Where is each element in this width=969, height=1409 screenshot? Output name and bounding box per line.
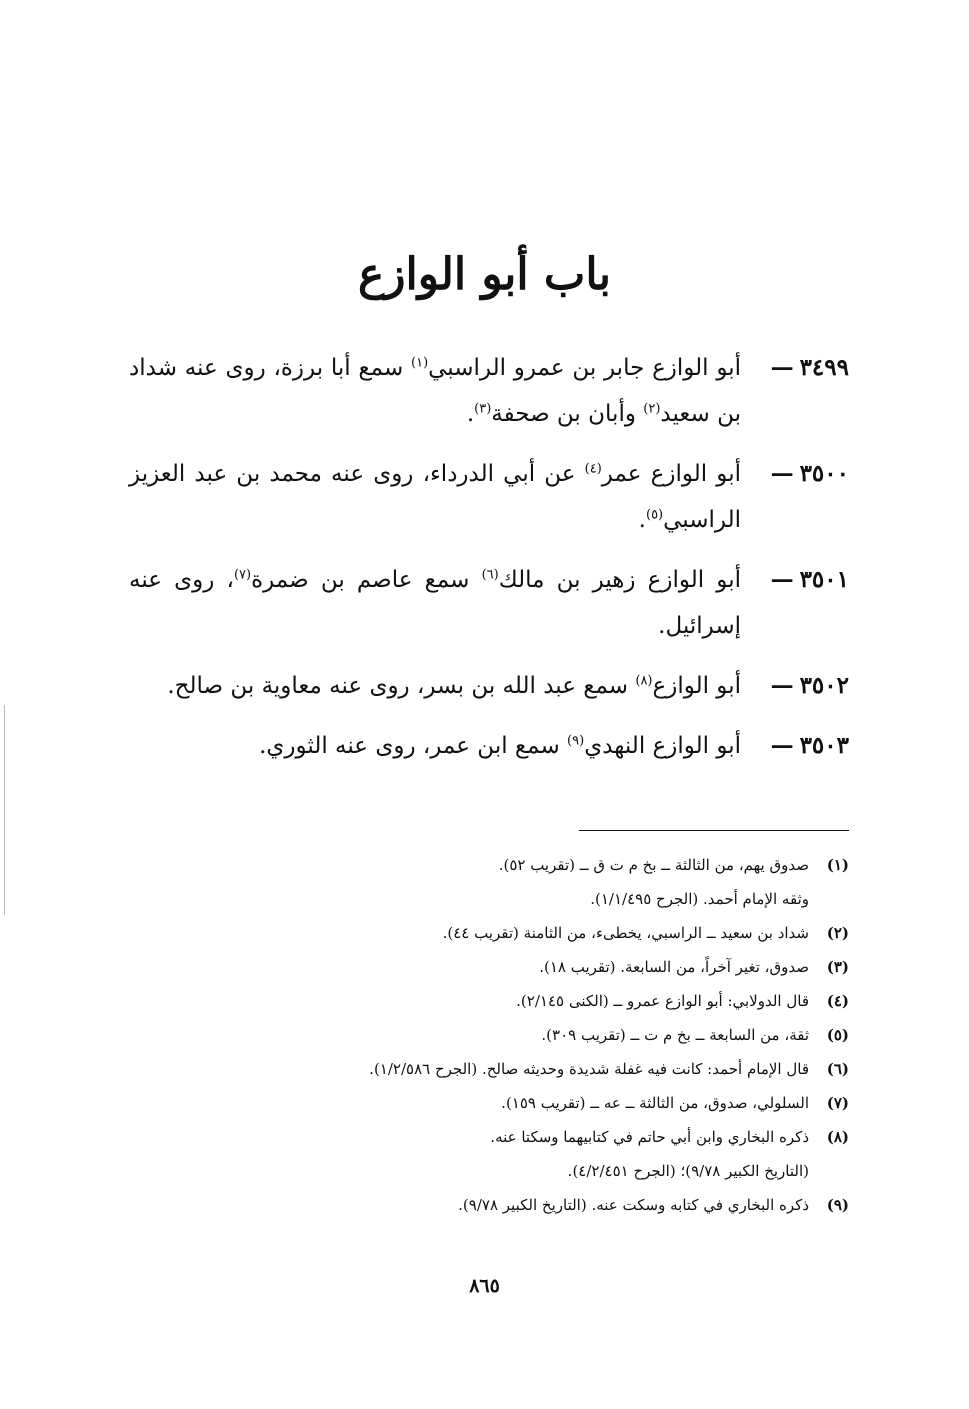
footnote-ref: (٨) [635, 673, 653, 689]
entry-text: أبو الوازع عمر$^{(٤)}$ عن أبي الدرداء، روى عنه محمد بن عبد العزيز الراسبي$^{(٥)}$. [129, 461, 741, 533]
footnotes-list [229, 848, 849, 1222]
footnote-ref: (١) [411, 355, 429, 371]
footnote-item [229, 1188, 849, 1222]
footnote-ref: (٦) [481, 567, 499, 583]
entry-text: أبو الوازع النهدي$^{(٩)}$ سمع ابن عمر، روى عنه الثوري. [259, 733, 741, 759]
footnote-item [229, 1086, 849, 1120]
entry-text: أبو الوازع زهير بن مالك$^{(٦)}$ سمع عاصم بن ضمرة$^{(٧)}$، روى عنه إسرائيل. [129, 567, 741, 639]
entry-number: ٣٥٠٢— [770, 672, 849, 699]
footnote-text: ذكره البخاري في كتابه وسكت عنه. (التاريخ الكبير ٩/٧٨). [458, 1196, 809, 1214]
footnote-number: (٦) [826, 1060, 849, 1078]
footnote-number: (٧) [826, 1094, 849, 1112]
entry-item [129, 557, 849, 649]
footnote-item [229, 1052, 849, 1086]
footnote-text: قال الإمام أحمد: كانت فيه غفلة شديدة وحديثه صالح. (الجرح ١/٢/٥٨٦). [369, 1060, 809, 1078]
footnote-text: ذكره البخاري وابن أبي حاتم في كتابيهما وسكتا عنه. (التاريخ الكبير ٩/٧٨)؛ (الجرح ٤/٢/٤٥١). [490, 1128, 809, 1180]
footnote-number: (٤) [826, 992, 849, 1010]
footnote-separator [579, 830, 849, 831]
footnote-number: (٢) [826, 924, 849, 942]
entry-number: ٣٥٠١— [770, 566, 849, 593]
entry-item [129, 663, 849, 709]
entry-number: ٣٤٩٩— [770, 354, 849, 381]
entry-item [129, 345, 849, 437]
entry-text: أبو الوازع$^{(٨)}$ سمع عبد الله بن بسر، روى عنه معاوية بن صالح. [167, 673, 741, 699]
footnote-ref: (٩) [567, 733, 585, 749]
footnote-text: شداد بن سعيد ــ الراسبي، يخطىء، من الثامنة (تقريب ٤٤). [442, 924, 809, 942]
footnote-item [229, 984, 849, 1018]
footnote-number: (٨) [826, 1128, 849, 1146]
footnote-item [229, 1018, 849, 1052]
footnote-text: السلولي، صدوق، من الثالثة ــ عه ــ (تقريب ١٥٩). [501, 1094, 809, 1112]
scan-edge-mark [4, 705, 5, 915]
footnote-number: (٣) [826, 958, 849, 976]
footnote-text: صدوق، تغير آخراً، من السابعة. (تقريب ١٨). [539, 958, 809, 976]
footnote-text: ثقة، من السابعة ــ بخ م ت ــ (تقريب ٣٠٩). [541, 1026, 809, 1044]
entry-number: ٣٥٠٠— [770, 460, 849, 487]
footnote-number: (١) [826, 856, 849, 874]
footnote-text: صدوق يهم، من الثالثة ــ بخ م ت ق ــ (تقريب ٥٢). وثقه الإمام أحمد. (الجرح ١/١/٤٩٥). [498, 856, 809, 908]
entry-item [129, 723, 849, 769]
footnote-number: (٩) [826, 1196, 849, 1214]
page-number: ٨٦٥ [469, 1275, 500, 1297]
footnote-item [229, 848, 849, 916]
footnote-item [229, 916, 849, 950]
footnote-ref: (٧) [233, 567, 252, 583]
chapter-title: باب أبو الوازع [358, 249, 611, 300]
footnote-text: قال الدولابي: أبو الوازع عمرو ــ (الكنى ٢/١٤٥). [516, 992, 809, 1010]
footnote-item [229, 1120, 849, 1188]
footnote-item [229, 950, 849, 984]
footnote-number: (٥) [826, 1026, 849, 1044]
footnote-ref: (٤) [584, 461, 602, 477]
footnote-ref: (٢) [643, 401, 661, 417]
footnote-ref: (٣) [474, 401, 492, 417]
entry-item [129, 451, 849, 543]
entry-text: أبو الوازع جابر بن عمرو الراسبي$^{(١)}$ سمع أبا برزة، روى عنه شداد بن سعيد$^{(٢)}$ وأبان بن صحفة$^{(٣)}$. [129, 355, 741, 427]
footnote-ref: (٥) [645, 507, 664, 523]
entry-number: ٣٥٠٣— [770, 732, 849, 759]
entries-list [129, 345, 849, 783]
